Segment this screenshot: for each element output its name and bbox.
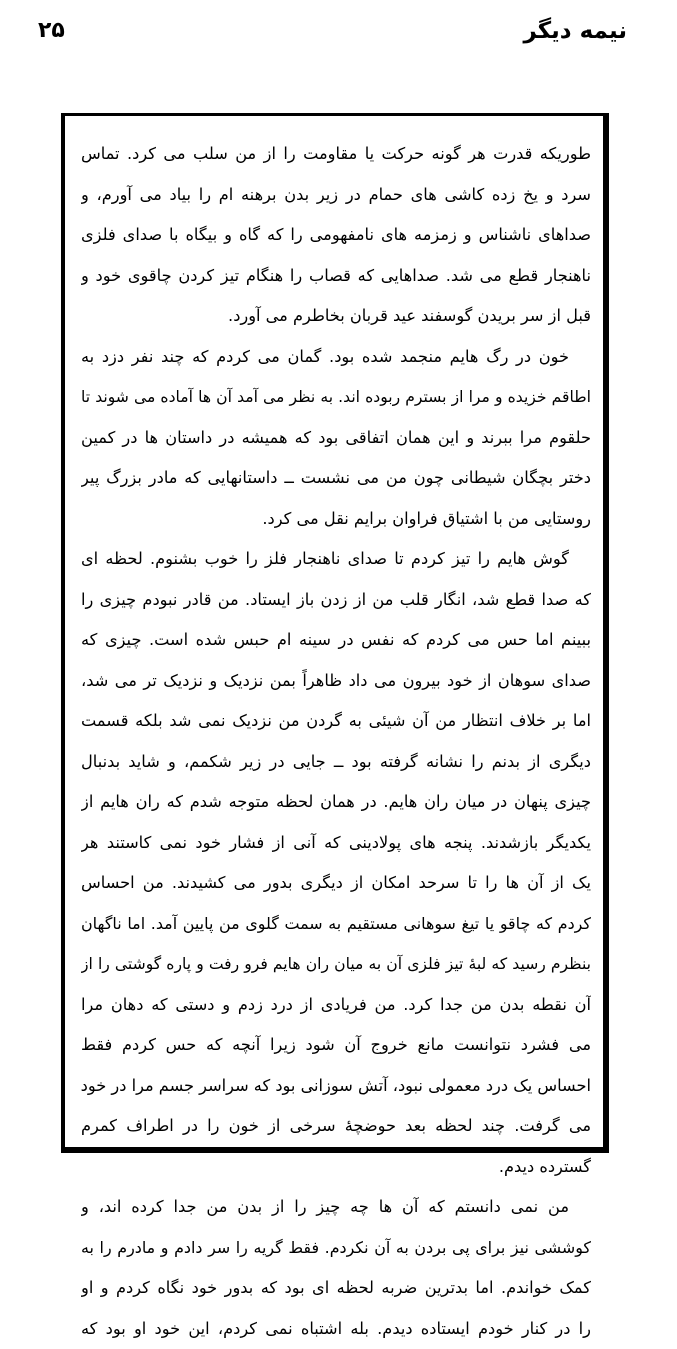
- text-line: کمک خواندم. اما بدترین ضربه لحظه ای بود که بدور خود نگاه کردم و او: [81, 1268, 591, 1309]
- text-line: قبل از سر بریدن گوسفند عید قربان بخاطرم می آورد.: [81, 296, 591, 337]
- text-line: می فشرد نتوانست مانع خروج آن شود زیرا آنچه که حس کردم فقط: [81, 1025, 591, 1066]
- text-line: حلقوم مرا ببرند و این همان اتفاقی بود که همیشه در داستان ها در کمین: [81, 418, 591, 459]
- body-text: [81, 134, 591, 1349]
- running-head-title: نیمه دیگر: [523, 18, 627, 44]
- page-number: ۲۵: [38, 18, 65, 43]
- text-line: گوش هایم را تیز کردم تا صدای ناهنجار فلز را خوب بشنوم. لحظه ای: [81, 539, 591, 580]
- text-line: صداهای ناشناس و زمزمه های نامفهومی را که گاه و بیگاه با صدای فلزی: [81, 215, 591, 256]
- text-line: گسترده دیدم.: [81, 1147, 591, 1188]
- text-line: ببینم اما حس می کردم که نفس در سینه ام حبس شده است. چیزی که: [81, 620, 591, 661]
- text-line: کردم که چاقو یا تیغ سوهانی مستقیم به سمت گلوی من پایین آمد. اما ناگهان: [81, 904, 591, 945]
- text-line: خون در رگ هایم منجمد شده بود. گمان می کردم که چند نفر دزد به: [81, 337, 591, 378]
- text-line: احساس یک درد معمولی نبود، آتش سوزانی بود که سراسر جسم مرا در خود: [81, 1066, 591, 1107]
- text-line: طوریکه قدرت هر گونه حرکت یا مقاومت را از من سلب می کرد. تماس: [81, 134, 591, 175]
- page-header: [0, 14, 677, 54]
- text-line: که صدا قطع شد، انگار قلب من از زدن باز ایستاد. من قادر نبودم چیزی را: [81, 580, 591, 621]
- text-line: بنظرم رسید که لبهٔ تیز فلزی آن به میان ران هایم فرو رفت و پاره گوشتی را از: [81, 944, 591, 985]
- text-line: را در کنار خودم ایستاده دیدم. بله اشتباه نمی کردم، این خود او بود که: [81, 1309, 591, 1349]
- text-line: یک از آن ها را تا سرحد امکان از دیگری بدور می کشیدند. من احساس: [81, 863, 591, 904]
- text-line: یکدیگر بازشدند. پنجه های پولادینی که آنی از فشار خود نمی کاستند هر: [81, 823, 591, 864]
- text-line: چیزی پنهان در میان ران هایم. در همان لحظه متوجه شدم که ران هایم از: [81, 782, 591, 823]
- text-line: صدای سوهان از خود بیرون می داد ظاهراً بمن نزدیک و نزدیک تر می شد،: [81, 661, 591, 702]
- text-line: روستایی من با اشتیاق فراوان برایم نقل می کرد.: [81, 499, 591, 540]
- text-line: اطاقم خزیده و مرا از بسترم ربوده اند. به نظر می آمد آن ها آماده می شوند تا: [81, 377, 591, 418]
- text-line: آن نقطه بدن من جدا کرد. من فریادی از درد زدم و دستی که دهان مرا: [81, 985, 591, 1026]
- text-line: من نمی دانستم که آن ها چه چیز را از بدن من جدا کرده اند، و: [81, 1187, 591, 1228]
- text-line: کوششی نیز برای پی بردن به آن نکردم. فقط گریه را سر دادم و مادرم را به: [81, 1228, 591, 1269]
- text-line: سرد و یخ زده کاشی های حمام در زیر بدن برهنه ام را بیاد می آورم، و: [81, 175, 591, 216]
- bordered-text-box: [61, 113, 609, 1153]
- text-line: اما بر خلاف انتظار من آن شیئی به گردن من نزدیک نمی شد بلکه قسمت: [81, 701, 591, 742]
- text-line: دختر بچگان شیطانی چون من می نشست ــ داستانهایی که مادر بزرگ پیر: [81, 458, 591, 499]
- text-line: می گرفت. چند لحظه بعد حوضچهٔ سرخی از خون را در اطراف کمرم: [81, 1106, 591, 1147]
- text-line: دیگری از بدنم را نشانه گرفته بود ــ جایی در زیر شکمم، و شاید بدنبال: [81, 742, 591, 783]
- text-line: ناهنجار قطع می شد. صداهایی که قصاب را هنگام تیز کردن چاقوی خود و: [81, 256, 591, 297]
